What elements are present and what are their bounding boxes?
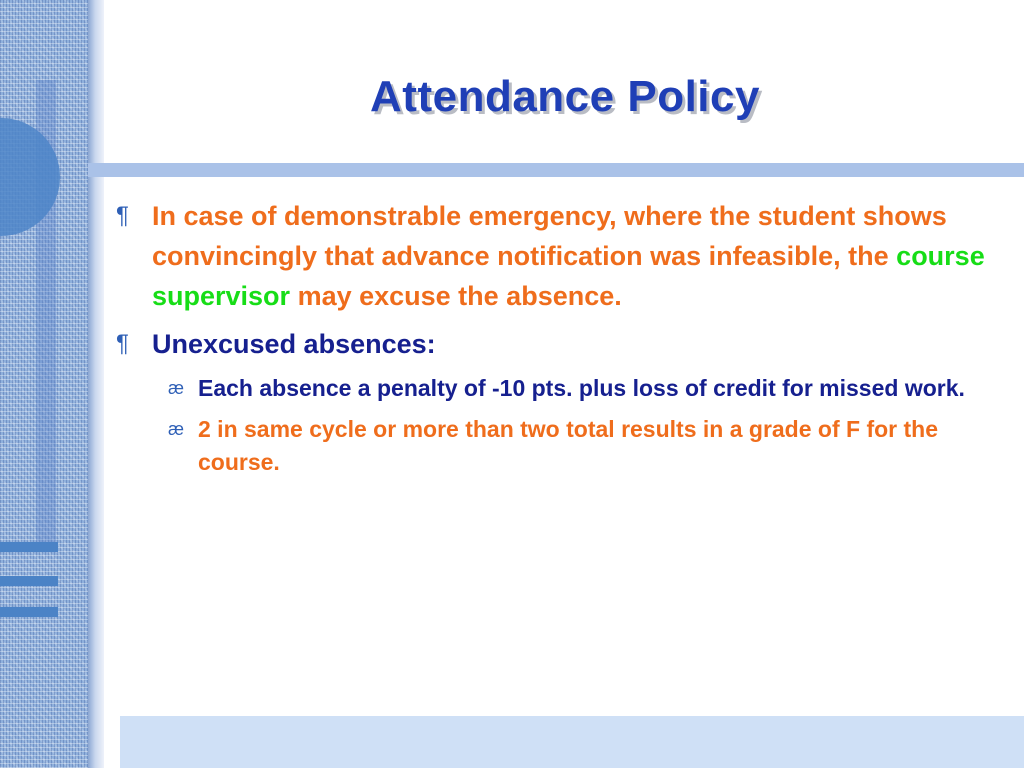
slide-title: Attendance Policy <box>370 72 760 121</box>
arrow-bullet-icon: æ <box>168 419 185 439</box>
highlight-course-supervisor: course supervisor <box>152 241 985 311</box>
decorative-stripe <box>0 576 58 586</box>
bullet-item-unexcused <box>116 324 1006 364</box>
subbullet-text: 2 in same cycle or more than two total results in a grade of F for the course. <box>198 416 938 475</box>
subbullet-item-penalty <box>116 372 1006 405</box>
bullet-text: In case of demonstrable emergency, where the student shows convincingly that advance notification was infeasible, the <box>152 201 947 271</box>
subbullet-text: Each absence a penalty of -10 pts. plus loss of credit for missed work. <box>198 375 965 401</box>
decorative-stripe <box>0 607 58 617</box>
decorative-stripe <box>0 542 58 552</box>
subbullet-item-grade-f <box>116 413 1006 479</box>
bullet-text-end: may excuse the absence. <box>290 281 622 311</box>
pilcrow-bullet-icon: ¶ <box>116 330 129 357</box>
arrow-bullet-icon: æ <box>168 378 185 398</box>
title-divider-bar <box>88 163 1024 177</box>
pilcrow-bullet-icon: ¶ <box>116 202 129 229</box>
bottom-decorative-bar <box>120 716 1024 768</box>
left-strip-shadow <box>88 0 104 768</box>
slide-body <box>116 196 1006 487</box>
bullet-item-emergency <box>116 196 1006 316</box>
bullet-text: Unexcused absences: <box>152 329 436 359</box>
